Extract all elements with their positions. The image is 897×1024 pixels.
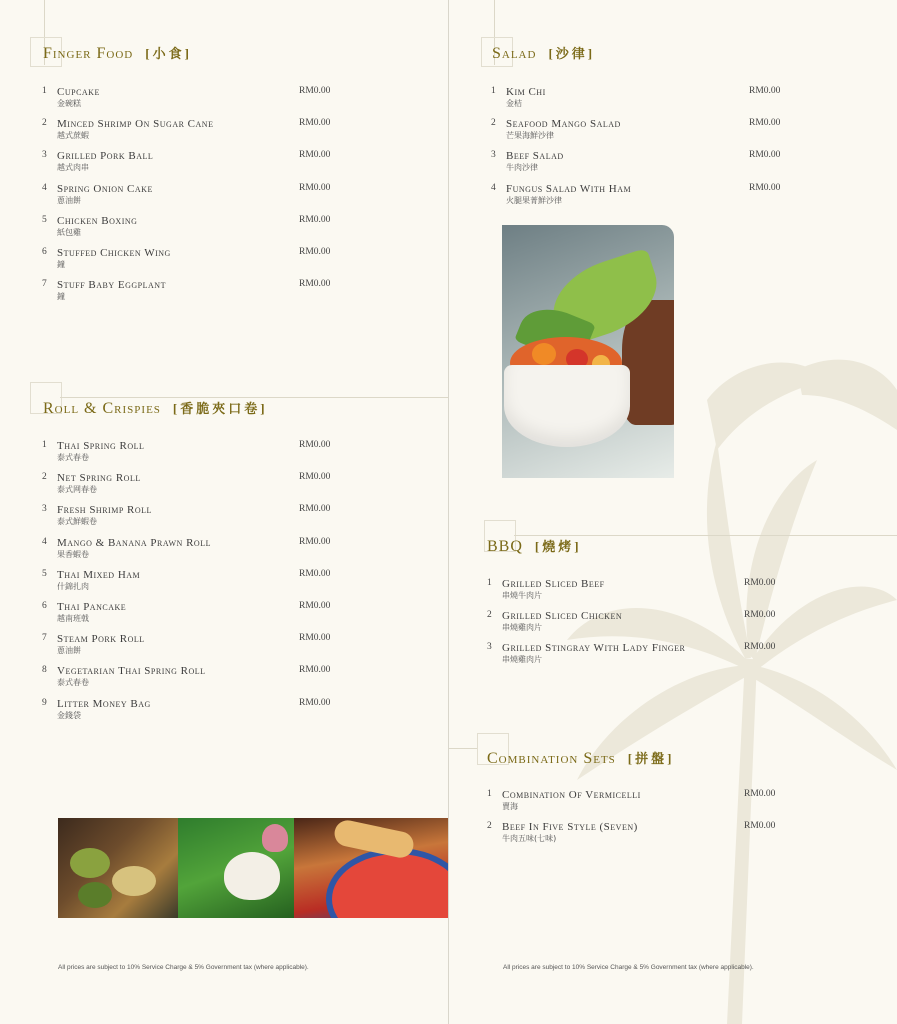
item-price: RM0.00: [749, 86, 781, 96]
item-number: 5: [42, 568, 47, 579]
item-price: RM0.00: [299, 600, 331, 611]
item-number: 3: [491, 150, 496, 161]
item-number: 4: [491, 182, 496, 193]
section-title-en: Combination Sets: [487, 750, 616, 767]
left-page: [0, 0, 448, 1024]
item-name: Mango & Banana Prawn Roll: [57, 536, 211, 549]
item-number: 2: [42, 118, 47, 129]
menu-item: [487, 578, 787, 610]
right-page: [449, 0, 897, 1024]
menu-item: [42, 537, 342, 569]
item-name: Grilled Pork Ball: [57, 150, 154, 163]
menu-item: [487, 610, 787, 642]
item-name: Spring Onion Cake: [57, 182, 153, 195]
item-name-cn: 金桔: [506, 99, 522, 108]
item-number: 3: [487, 642, 492, 653]
menu-item: [487, 789, 787, 821]
item-name-cn: 泰式鮮蝦卷: [57, 517, 97, 527]
price-footnote: All prices are subject to 10% Service Charge & 5% Government tax (where applicable).: [58, 964, 309, 971]
menu-item: [42, 150, 342, 182]
item-number: 1: [42, 86, 47, 96]
item-name-cn: 紙包雞: [57, 227, 81, 237]
item-number: 2: [487, 821, 492, 832]
item-price: RM0.00: [299, 697, 331, 708]
section-title-en: Roll & Crispies: [43, 400, 161, 417]
item-name: Beef In Five Style (Seven): [502, 821, 638, 834]
item-name-cn: 什錦扎肉: [57, 581, 89, 591]
menu-item: [487, 821, 787, 853]
decorative-line: [449, 748, 477, 749]
item-name: Thai Spring Roll: [57, 440, 145, 452]
item-name-cn: 牛肉五味(七味): [502, 834, 557, 844]
item-name-cn: 芒果海鮮沙律: [506, 131, 554, 141]
item-price: RM0.00: [299, 440, 331, 450]
item-price: RM0.00: [299, 536, 331, 547]
menu-item: [42, 279, 342, 311]
salad-list: [491, 86, 791, 215]
item-name: Beef Salad: [506, 150, 564, 163]
item-price: RM0.00: [749, 182, 781, 193]
menu-item: [491, 118, 791, 150]
item-price: RM0.00: [744, 578, 776, 588]
item-number: 2: [491, 118, 496, 129]
item-price: RM0.00: [299, 118, 331, 129]
item-number: 2: [42, 472, 47, 483]
item-name-cn: 蔥油餅: [57, 195, 81, 205]
food-photo-garlic: [178, 818, 294, 918]
item-price: RM0.00: [744, 610, 776, 621]
item-name-cn: 賣海: [502, 802, 518, 811]
item-price: RM0.00: [299, 504, 331, 515]
menu-item: [42, 86, 342, 118]
item-number: 1: [491, 86, 496, 96]
menu-item: [42, 118, 342, 150]
finger-food-title: [43, 43, 192, 63]
section-title-cn: [沙律]: [548, 46, 596, 61]
item-name: Thai Pancake: [57, 600, 127, 613]
item-name-cn: 鐘: [57, 259, 65, 269]
item-name-cn: 串燒雞肉片: [502, 623, 542, 633]
item-number: 3: [42, 504, 47, 515]
item-name-cn: 金錢袋: [57, 710, 81, 720]
item-number: 1: [42, 440, 47, 450]
menu-item: [42, 504, 342, 536]
item-price: RM0.00: [299, 633, 331, 644]
item-name-cn: 越式肉串: [57, 163, 89, 173]
menu-item: [42, 665, 342, 697]
item-number: 6: [42, 246, 47, 257]
menu-item: [42, 247, 342, 279]
item-price: RM0.00: [299, 182, 331, 193]
item-name-cn: 泰式春卷: [57, 678, 89, 688]
item-price: RM0.00: [299, 246, 331, 257]
item-price: RM0.00: [749, 150, 781, 161]
item-name: Seafood Mango Salad: [506, 118, 621, 131]
price-footnote: All prices are subject to 10% Service Charge & 5% Government tax (where applicable).: [503, 964, 754, 971]
item-price: RM0.00: [744, 642, 776, 653]
item-name-cn: 牛肉沙律: [506, 163, 538, 173]
item-price: RM0.00: [299, 150, 331, 161]
item-name: Grilled Sliced Chicken: [502, 610, 623, 623]
item-name-cn: 泰式春卷: [57, 453, 89, 462]
item-number: 4: [42, 536, 47, 547]
item-number: 7: [42, 279, 47, 290]
item-number: 9: [42, 697, 47, 708]
combination-sets-title: [487, 748, 674, 768]
menu-item: [42, 215, 342, 247]
item-name-cn: 火腿果菁鮮沙律: [506, 195, 562, 205]
section-title-en: Salad: [492, 45, 537, 62]
item-name: Steam Pork Roll: [57, 633, 145, 646]
item-name: Combination Of Vermicelli: [502, 789, 641, 801]
section-title-cn: [小食]: [145, 46, 192, 61]
menu-item: [491, 183, 791, 215]
menu-item: [42, 472, 342, 504]
section-title-en: BBQ: [487, 538, 523, 555]
item-name-cn: 串燒牛肉片: [502, 591, 542, 600]
combination-sets-list: [487, 789, 787, 853]
item-price: RM0.00: [744, 789, 776, 799]
item-price: RM0.00: [744, 821, 776, 832]
item-name: Stuff Baby Eggplant: [57, 279, 166, 292]
item-price: RM0.00: [299, 279, 331, 290]
menu-item: [491, 150, 791, 182]
item-name-cn: 鐘: [57, 292, 65, 302]
item-number: 3: [42, 150, 47, 161]
menu-item: [42, 601, 342, 633]
bbq-list: [487, 578, 787, 675]
bbq-title: [487, 536, 582, 556]
item-number: 6: [42, 600, 47, 611]
item-number: 2: [487, 610, 492, 621]
item-name-cn: 越南班戟: [57, 613, 89, 623]
item-name: Chicken Boxing: [57, 214, 138, 227]
section-title-en: Finger Food: [43, 45, 134, 62]
menu-item: [42, 569, 342, 601]
food-photo-strip: [58, 818, 448, 918]
item-name-cn: 串燒雞肉片: [502, 655, 542, 665]
salad-photo: [502, 225, 674, 478]
section-title-cn: [香脆夾口卷]: [172, 401, 268, 416]
menu-item: [42, 440, 342, 472]
roll-crispies-list: [42, 440, 342, 730]
item-name: Stuffed Chicken Wing: [57, 246, 171, 259]
item-name: Net Spring Roll: [57, 472, 141, 485]
finger-food-list: [42, 86, 342, 311]
item-price: RM0.00: [749, 118, 781, 129]
item-price: RM0.00: [299, 665, 331, 676]
item-name: Thai Mixed Ham: [57, 568, 141, 581]
item-name: Vegetarian Thai Spring Roll: [57, 665, 206, 678]
menu-item: [487, 642, 787, 674]
item-name: Grilled Sliced Beef: [502, 578, 605, 590]
food-photo-spring-roll: [294, 818, 448, 918]
item-number: 4: [42, 182, 47, 193]
item-price: RM0.00: [299, 86, 331, 96]
item-name-cn: 泰式网春卷: [57, 485, 97, 495]
section-title-cn: [拼盤]: [627, 751, 675, 766]
roll-crispies-title: [43, 398, 268, 418]
item-name: Grilled Stingray With Lady Finger: [502, 642, 686, 655]
item-number: 1: [487, 578, 492, 588]
item-price: RM0.00: [299, 568, 331, 579]
salad-title: [492, 43, 595, 63]
item-name-cn: 越式蔗蝦: [57, 131, 89, 141]
item-name: Minced Shrimp On Sugar Cane: [57, 118, 214, 131]
menu-item: [42, 633, 342, 665]
item-name-cn: 果香蝦卷: [57, 549, 89, 559]
item-price: RM0.00: [299, 472, 331, 483]
section-title-cn: [燒烤]: [534, 539, 582, 554]
item-number: 7: [42, 633, 47, 644]
food-photo-appetizers: [58, 818, 178, 918]
item-price: RM0.00: [299, 214, 331, 225]
item-name: Fungus Salad With Ham: [506, 182, 632, 195]
item-number: 8: [42, 665, 47, 676]
item-number: 5: [42, 214, 47, 225]
item-name: Litter Money Bag: [57, 697, 151, 710]
item-name: Fresh Shrimp Roll: [57, 504, 152, 517]
item-name-cn: 金碗糕: [57, 99, 81, 108]
menu-item: [42, 183, 342, 215]
item-number: 1: [487, 789, 492, 799]
menu-item: [491, 86, 791, 118]
item-name-cn: 蔥油餅: [57, 646, 81, 656]
item-name: Kim Chi: [506, 86, 546, 98]
item-name: Cupcake: [57, 86, 100, 98]
menu-item: [42, 698, 342, 730]
